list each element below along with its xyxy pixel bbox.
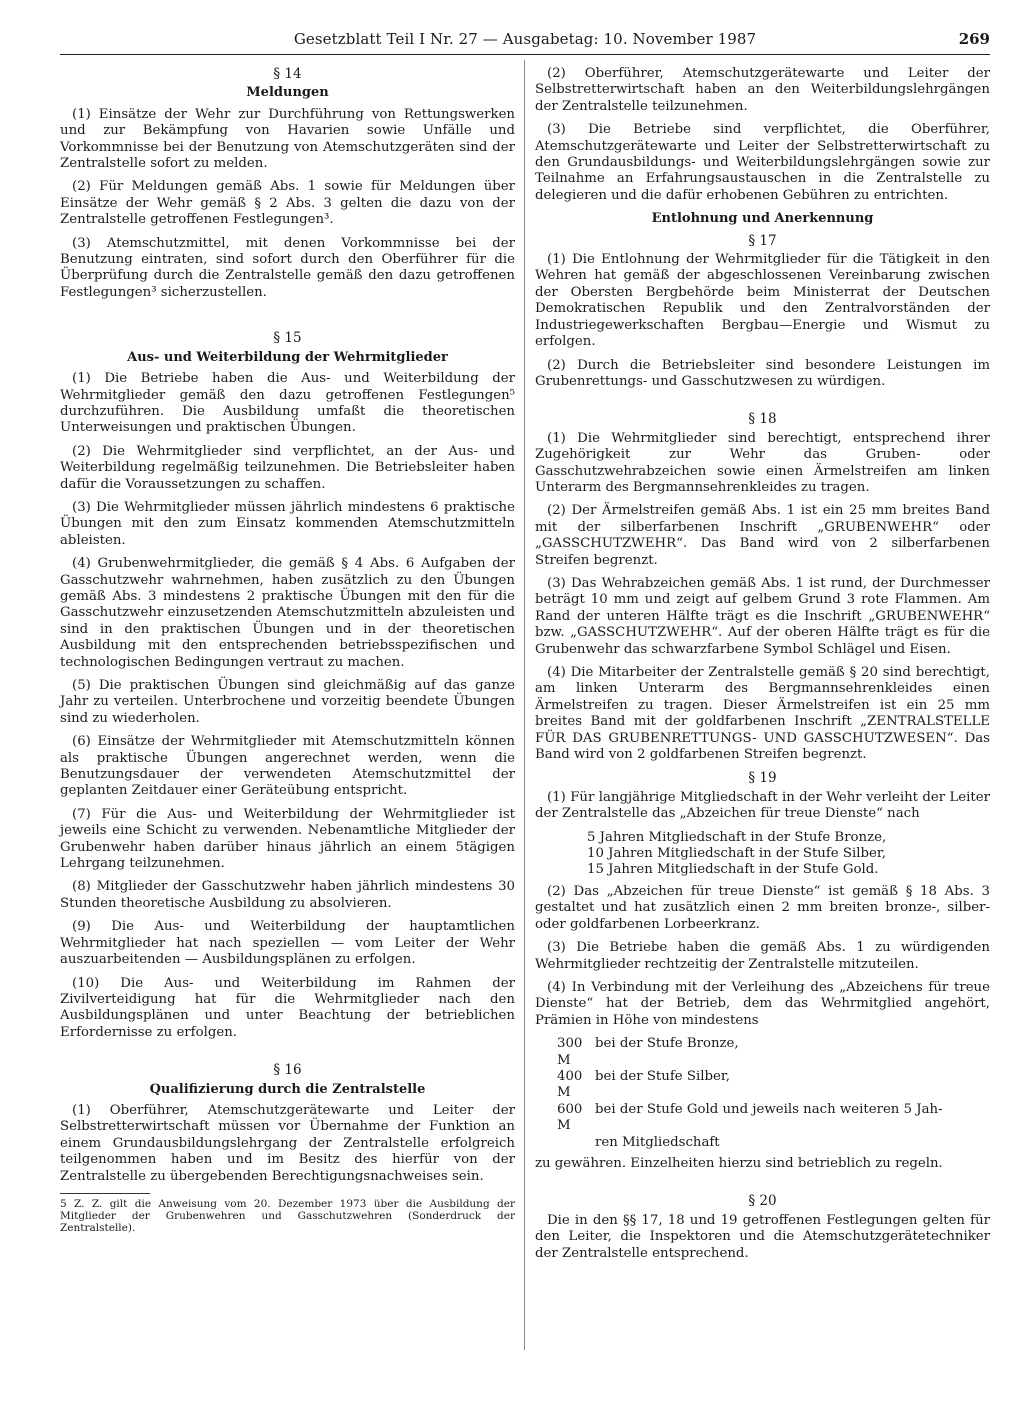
premium-row [557, 1036, 990, 1069]
section-number-17: § 17 [748, 232, 777, 249]
paragraph: (1) Einsätze der Wehr zur Durchführung von Rettungswerken und zur Bekämpfung von Havarien sowie Unfälle und Vorkommnisse bei der Benutzung von Atemschutzgeräten sind der Zentralstelle sofort zu melden. [60, 106, 515, 172]
paragraph: (2) Oberführer, Atemschutzgerätewarte und Leiter der Selbstretterwirtschaft haben an den Weiterbildungslehrgängen der Zentralstelle teilzunehmen. [535, 66, 990, 114]
section-number-14: § 14 [273, 66, 302, 82]
premium-text: bei der Stufe Silber, [595, 1068, 730, 1084]
paragraph: (4) In Verbindung mit der Verleihung des „Abzeichens für treue Dienste“ hat der Betrieb, dem das Wehrmitglied angehört, Prämien in Höhe von mindestens [535, 979, 990, 1028]
left-column [60, 66, 515, 1234]
section-heading-16: Qualifizierung durch die Zentralstelle [149, 1081, 426, 1097]
paragraph: (1) Für langjährige Mitgliedschaft in der Wehr verleiht der Leiter der Zentralstelle das „Abzeichen für treue Dienste“ nach [535, 789, 990, 822]
paragraph: (2) Durch die Betriebsleiter sind besondere Leistungen im Grubenrettungs- und Gasschutzwesen zu würdigen. [535, 357, 990, 389]
header-title: Gesetzblatt Teil I Nr. 27 — Ausgabetag: 10. November 1987 [293, 30, 757, 48]
paragraph: (2) Das „Abzeichen für treue Dienste“ ist gemäß § 18 Abs. 3 gestaltet und hat zusätzlich einen 2 mm breiten bronze-, silber- oder goldfarbenen Lorbeerkranz. [535, 883, 990, 932]
paragraph: (4) Die Mitarbeiter der Zentralstelle gemäß § 20 sind berechtigt, am linken Unterarm des Bergmannsehrenkleides einen Ärmelstreifen zu tragen. Dieser Ärmelstreifen ist ein 25 mm breites Band mit der goldfarbenen Inschrift „ZENTRALSTELLE FÜR DAS GRUBENRETTUNGS- UND GASSCHUTZWESEN“. Das Band wird von 2 goldfarbenen Streifen begrenzt. [535, 665, 990, 763]
paragraph: (9) Die Aus- und Weiterbildung der hauptamtlichen Wehrmitglieder hat nach speziellen — vom Leiter der Wehr auszuarbeitenden — Ausbildungsplänen zu erfolgen. [60, 919, 515, 968]
paragraph: (3) Die Betriebe haben die gemäß Abs. 1 zu würdigenden Wehrmitglieder rechtzeitig der Zentralstelle mitzuteilen. [535, 940, 990, 972]
paragraph: (7) Für die Aus- und Weiterbildung der Wehrmitglieder ist jeweils eine Schicht zu verwenden. Nebenamtliche Mitglieder der Grubenwehr haben darüber hinaus jährlich an einem 5tägigen Lehrgang teilzunehmen. [60, 806, 515, 872]
list-item: 5 Jahren Mitgliedschaft in der Stufe Bronze, [587, 829, 887, 845]
list-item: 10 Jahren Mitgliedschaft in der Stufe Silber, [587, 846, 887, 862]
right-column [535, 66, 990, 1269]
paragraph: (1) Die Betriebe haben die Aus- und Weiterbildung der Wehrmitglieder gemäß den dazu getroffenen Festlegungen⁵ durchzuführen. Die Ausbildung umfaßt die theoretischen Unterweisungen und praktischen Übungen. [60, 371, 515, 436]
section-number-18: § 18 [748, 411, 777, 428]
section-heading-14: Meldungen [246, 85, 329, 101]
premium-amount: 600 M [557, 1101, 583, 1134]
paragraph: zu gewähren. Einzelheiten hierzu sind betrieblich zu regeln. [535, 1155, 943, 1171]
header-rule [60, 54, 990, 55]
section-heading-15: Aus- und Weiterbildung der Wehrmitglieder [127, 349, 448, 365]
paragraph: (3) Die Wehrmitglieder müssen jährlich mindestens 6 praktische Übungen mit den zum Einsatz kommenden Atemschutzmitteln ableisten. [60, 499, 515, 548]
premium-amount: 300 M [557, 1036, 583, 1068]
premium-text: bei der Stufe Bronze, [595, 1036, 739, 1052]
paragraph: (6) Einsätze der Wehrmitglieder mit Atemschutzmitteln können als praktische Übungen angerechnet werden, wenn die Benutzungsdauer der verwendeten Atemschutzmittel der geplanten Zeitdauer einer Geräteübung entspricht. [60, 734, 515, 799]
section-number-16: § 16 [273, 1062, 302, 1079]
paragraph: (2) Die Wehrmitglieder sind verpflichtet, an der Aus- und Weiterbildung regelmäßig teilzunehmen. Die Betriebsleiter haben dafür die Voraussetzungen zu schaffen. [60, 443, 515, 492]
footnote: 5 Z. Z. gilt die Anweisung vom 20. Dezember 1973 über die Ausbildung der Mitglieder der Grubenwehren und Gasschutzwehren (Sonderdruck der Zentralstelle). [60, 1197, 515, 1234]
paragraph: (5) Die praktischen Übungen sind gleichmäßig auf das ganze Jahr zu verteilen. Unterbrochene und vorzeitig beendete Übungen sind zu wiederholen. [60, 678, 515, 726]
list-item: 15 Jahren Mitgliedschaft in der Stufe Gold. [587, 862, 879, 878]
paragraph: (2) Der Ärmelstreifen gemäß Abs. 1 ist ein 25 mm breites Band mit der silberfarbenen Inschrift „GRUBENWEHR“ oder „GASSCHUTZWEHR“. Das Band wird von 2 silberfarbenen Streifen begrenzt. [535, 503, 990, 568]
premium-list [557, 1036, 990, 1151]
footnote-rule [60, 1193, 150, 1194]
paragraph: (1) Die Wehrmitglieder sind berechtigt, entsprechend ihrer Zugehörigkeit zur Wehr das Gruben- oder Gasschutzwehrabzeichen sowie einen Ärmelstreifen am linken Unterarm des Bergmannsehrenkleides zu tragen. [535, 430, 990, 495]
premium-amount: 400 M [557, 1068, 583, 1101]
premium-row [557, 1102, 990, 1135]
page-header [60, 30, 990, 56]
paragraph: (3) Das Wehrabzeichen gemäß Abs. 1 ist rund, der Durchmesser beträgt 10 mm und zeigt auf gelbem Grund 3 rote Flammen. Am Rand der unteren Hälfte trägt es die Inschrift „GRUBENWEHR“ bzw. „GASSCHUTZWEHR“. Auf der oberen Hälfte trägt es für die Grubenwehr das schwarzfarbene Symbol Schlägel und Eisen. [535, 575, 990, 657]
section-number-15: § 15 [273, 330, 302, 347]
column-divider [524, 60, 525, 1350]
paragraph: (1) Die Entlohnung der Wehrmitglieder für die Tätigkeit in den Wehren hat gemäß der abgeschlossenen Vereinbarung zwischen der Obersten Bergbehörde beim Ministerrat der Deutschen Demokratischen Republik und den Zentralvorständen der Industriegewerkschaften Bergbau—Energie und Wismut zu erfolgen. [535, 252, 990, 350]
page-number: 269 [958, 30, 990, 48]
membership-levels-list [587, 830, 990, 879]
section-number-20: § 20 [748, 1193, 777, 1210]
paragraph: (3) Atemschutzmittel, mit denen Vorkommnisse bei der Benutzung eintraten, sind sofort durch den Oberführer für die Überprüfung durch die Zentralstelle gemäß den dazu getroffenen Festlegungen³ sicherzustellen. [60, 235, 515, 300]
premium-text: bei der Stufe Gold und jeweils nach weiteren 5 Jah- [595, 1101, 943, 1117]
paragraph: (1) Oberführer, Atemschutzgerätewarte und Leiter der Selbstretterwirtschaft müssen vor Übernahme der Funktion an einem Grundausbildungslehrgang der Zentralstelle erfolgreich teilgenommen haben und im Besitz des hierfür von der Zentralstelle zu übergebenden Berechtigungsnachweises sein. [60, 1102, 515, 1184]
heading-entlohnung: Entlohnung und Anerkennung [651, 211, 874, 227]
paragraph: (2) Für Meldungen gemäß Abs. 1 sowie für Meldungen über Einsätze der Wehr gemäß § 2 Abs. 3 gelten die dazu von der Zentralstelle getroffenen Festlegungen³. [60, 179, 515, 228]
paragraph: (4) Grubenwehrmitglieder, die gemäß § 4 Abs. 6 Aufgaben der Gasschutzwehr wahrnehmen, haben zusätzlich zu den Übungen gemäß Abs. 3 mindestens 2 praktische Übungen mit den für die Gasschutzwehr einzusetzenden Atemschutzmitteln abzuleisten und sind in den praktischen Übungen und in der theoretischen Ausbildung mit den entsprechenden betriebsspezifischen und technologischen Bedingungen vertraut zu machen. [60, 556, 515, 670]
premium-row [557, 1069, 990, 1102]
section-number-19: § 19 [748, 770, 777, 787]
premium-continuation: ren Mitgliedschaft [595, 1134, 720, 1150]
paragraph: Die in den §§ 17, 18 und 19 getroffenen Festlegungen gelten für den Leiter, die Inspektoren und die Atemschutzgerätetechniker der Zentralstelle entsprechend. [535, 1212, 990, 1261]
paragraph: (8) Mitglieder der Gasschutzwehr haben jährlich mindestens 30 Stunden theoretische Ausbildung zu absolvieren. [60, 879, 515, 911]
paragraph: (10) Die Aus- und Weiterbildung im Rahmen der Zivilverteidigung hat für die Wehrmitglieder nach den Ausbildungsplänen und unter Beachtung der betrieblichen Erfordernisse zu erfolgen. [60, 975, 515, 1040]
paragraph: (3) Die Betriebe sind verpflichtet, die Oberführer, Atemschutzgerätewarte und Leiter der Selbstretterwirtschaft zu den Grundausbildungs- und Weiterbildungslehrgängen sowie zur Teilnahme an Erfahrungsaustauschen in die Zentralstelle zu delegieren und die dafür erhobenen Gebühren zu entrichten. [535, 122, 990, 203]
